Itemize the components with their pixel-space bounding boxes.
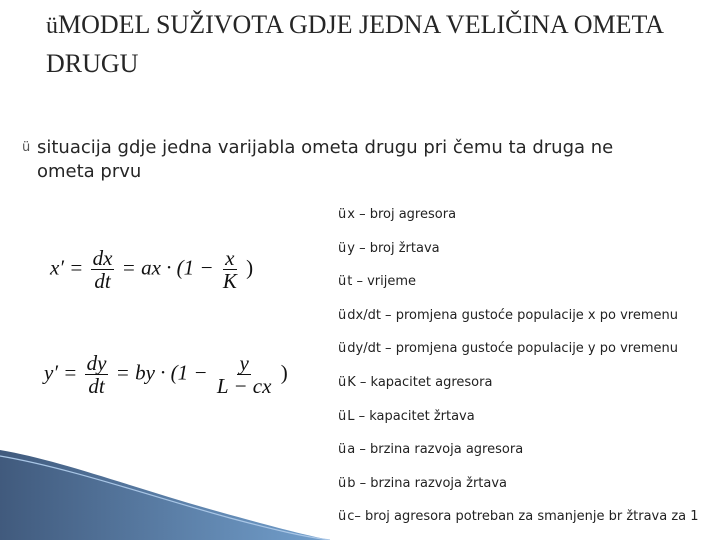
bullet-text: situacija gdje jedna varijabla ometa drugu pri čemu ta druga ne ometa prvu <box>37 137 614 182</box>
eq1-lhs: x′ = <box>50 255 84 280</box>
eq2-fraction <box>215 352 274 397</box>
definition-item <box>338 409 718 443</box>
eq1-frac-den: K <box>222 269 237 293</box>
eq1-mid: = ax · (1 − <box>121 255 214 280</box>
definition-item <box>338 509 718 543</box>
definition-item <box>338 207 718 241</box>
eq1-deriv-num: dx <box>92 246 113 270</box>
definition-item <box>338 476 718 510</box>
equation-x <box>50 247 253 292</box>
definition-item <box>338 375 718 409</box>
definitions-list <box>338 207 718 543</box>
eq1-fraction <box>221 247 239 292</box>
definition-text: L – kapacitet žrtava <box>347 408 475 424</box>
equation-y <box>44 352 288 397</box>
eq2-lhs: y′ = <box>44 360 78 385</box>
check-icon: ü <box>338 341 347 357</box>
eq1-derivative <box>91 247 115 292</box>
check-icon: ü <box>338 442 347 458</box>
definition-text: c– broj agresora potreban za smanjenje br žtrava za 1 <box>347 509 699 525</box>
eq2-frac-num: y <box>239 351 249 375</box>
definition-text: dx/dt – promjena gustoće populacije x po vremenu <box>347 307 678 323</box>
definition-text: x – broj agresora <box>347 207 457 222</box>
check-icon: ü <box>338 307 347 323</box>
eq2-deriv-num: dy <box>86 351 107 375</box>
definition-item <box>338 341 718 375</box>
decorative-wave <box>0 450 330 540</box>
check-icon: ü <box>338 207 347 222</box>
title-check-icon: ü <box>46 13 58 39</box>
eq2-mid: = by · (1 − <box>115 360 208 385</box>
bullet-point <box>22 136 672 184</box>
bullet-check-icon: ü <box>22 140 31 155</box>
wave-shape <box>0 450 330 540</box>
definition-text: b – brzina razvoja žrtava <box>347 475 508 491</box>
check-icon: ü <box>338 374 347 390</box>
definition-item <box>338 274 718 308</box>
definition-text: dy/dt – promjena gustoće populacije y po vremenu <box>347 341 678 357</box>
definition-text: y – broj žrtava <box>347 240 440 256</box>
eq1-frac-num: x <box>225 246 235 270</box>
eq2-deriv-den: dt <box>88 374 105 398</box>
check-icon: ü <box>338 274 347 290</box>
eq2-frac-den: L − cx <box>216 374 272 398</box>
check-icon: ü <box>338 475 347 491</box>
eq2-derivative <box>85 352 109 397</box>
definition-item <box>338 241 718 275</box>
eq1-close: ) <box>246 255 254 280</box>
slide-title-text: MODEL SUŽIVOTA GDJE JEDNA VELIČINA OMETA DRUGU <box>46 10 663 78</box>
check-icon: ü <box>338 509 347 525</box>
definition-item <box>338 308 718 342</box>
slide-title <box>46 6 706 83</box>
check-icon: ü <box>338 240 347 256</box>
definition-text: t – vrijeme <box>347 274 417 290</box>
eq1-deriv-den: dt <box>94 269 111 293</box>
definition-text: K – kapacitet agresora <box>347 374 493 390</box>
definition-text: a – brzina razvoja agresora <box>347 442 524 458</box>
check-icon: ü <box>338 408 347 424</box>
eq2-close: ) <box>280 360 288 385</box>
definition-item <box>338 442 718 476</box>
